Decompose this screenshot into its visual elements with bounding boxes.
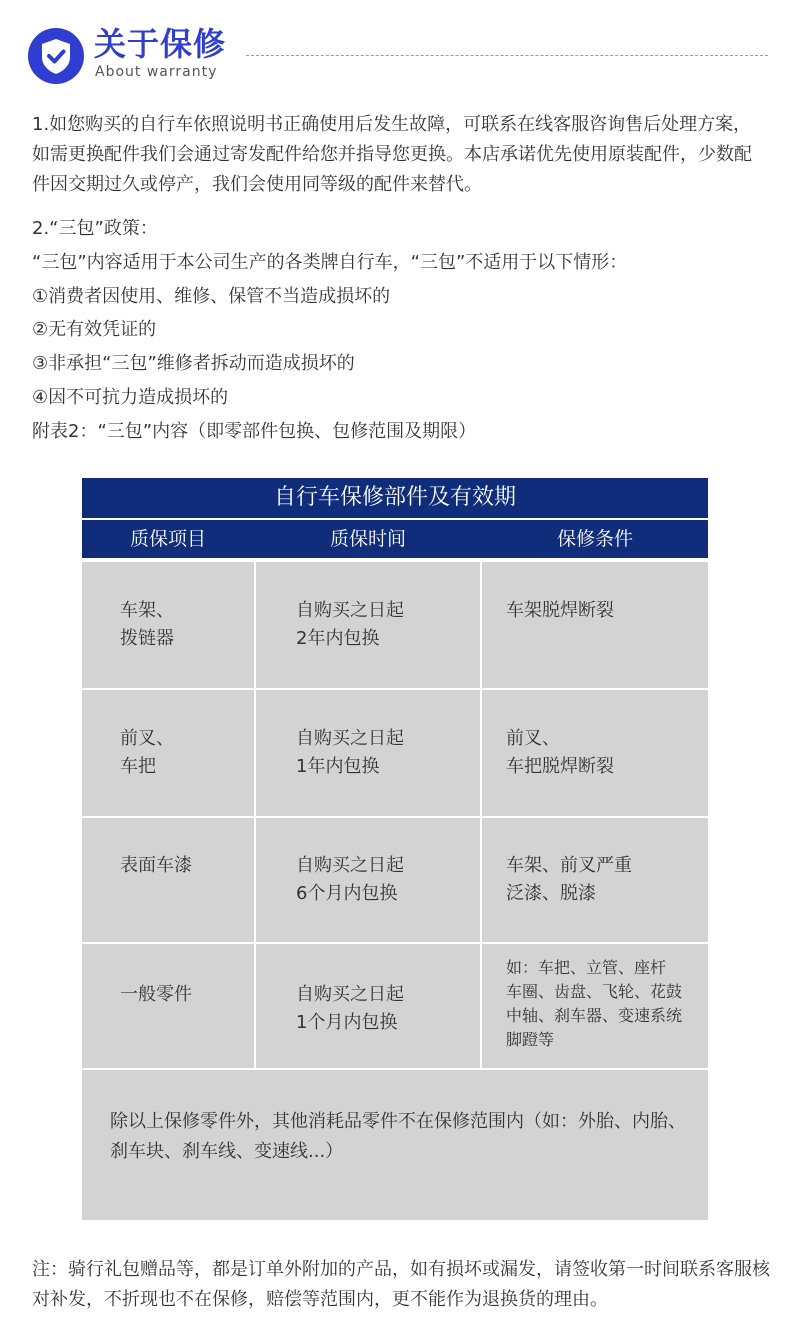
table-cell-item bbox=[82, 690, 254, 816]
cell-line: 如：车把、立管、座杆 bbox=[506, 958, 667, 977]
column-header-item: 质保项目 bbox=[129, 528, 206, 550]
exclusion-item: ②无有效凭证的 bbox=[32, 319, 157, 341]
table-title: 自行车保修部件及有效期 bbox=[82, 478, 708, 518]
cell-line: 车把 bbox=[120, 756, 156, 777]
cell-line: 自购买之日起 bbox=[296, 728, 404, 749]
cell-line: 自购买之日起 bbox=[296, 855, 404, 876]
table-cell-period bbox=[256, 818, 480, 942]
table-cell-condition bbox=[482, 690, 708, 816]
table-cell-item bbox=[82, 944, 254, 1068]
cell-line: 自购买之日起 bbox=[296, 984, 404, 1005]
policy-heading: 2.“三包”政策： bbox=[32, 218, 158, 239]
cell-line: 表面车漆 bbox=[120, 855, 192, 876]
exclusion-item: ①消费者因使用、维修、保管不当造成损坏的 bbox=[32, 285, 391, 307]
cell-line: 自购买之日起 bbox=[296, 600, 404, 621]
table-footer-text: 除以上保修零件外，其他消耗品零件不在保修范围内（如：外胎、内胎、刹车块、刹车线、变速线...） bbox=[110, 1111, 686, 1162]
cell-line: 6个月内包换 bbox=[296, 883, 398, 904]
cell-line: 脚蹬等 bbox=[506, 1030, 555, 1049]
cell-line: 车架、前叉严重 bbox=[506, 855, 632, 876]
cell-line: 2年内包换 bbox=[296, 628, 380, 649]
exclusion-item: ③非承担“三包”维修者拆动而造成损坏的 bbox=[32, 353, 355, 375]
cell-line: 拨链器 bbox=[120, 628, 174, 649]
cell-line: 1年内包换 bbox=[296, 756, 380, 777]
table-cell-condition bbox=[482, 562, 708, 688]
table-header-row bbox=[82, 520, 708, 558]
cell-line: 车架、 bbox=[120, 600, 174, 621]
table-footer bbox=[82, 1070, 708, 1220]
page-title: 关于保修 bbox=[94, 25, 227, 63]
shield-check-icon bbox=[28, 28, 84, 84]
warranty-table bbox=[82, 478, 708, 1220]
table-cell-condition bbox=[482, 818, 708, 942]
table-cell-period bbox=[256, 690, 480, 816]
bottom-note: 注：骑行礼包赠品等，都是订单外附加的产品，如有损坏或漏发，请签收第一时间联系客服核对补发，不折现也不在保修，赔偿等范围内，更不能作为退换货的理由。 bbox=[32, 1259, 770, 1310]
column-header-condition: 保修条件 bbox=[556, 528, 633, 550]
cell-line: 泛漆、脱漆 bbox=[506, 883, 596, 904]
table-cell-period bbox=[256, 562, 480, 688]
table-cell-condition bbox=[482, 944, 708, 1068]
table-cell-item bbox=[82, 562, 254, 688]
page-subtitle: About warranty bbox=[95, 64, 218, 80]
table-reference: 附表2：“三包”内容（即零部件包换、包修范围及期限） bbox=[32, 420, 477, 442]
intro-paragraph: 1.如您购买的自行车依照说明书正确使用后发生故障，可联系在线客服咨询售后处理方案，如需更换配件我们会通过寄发配件给您并指导您更换。本店承诺优先使用原装配件，少数配件因交期过久或停产，我们会使用同等级的配件来替代。 bbox=[32, 114, 752, 195]
policy-scope: “三包”内容适用于本公司生产的各类牌自行车，“三包”不适用于以下情形： bbox=[32, 251, 628, 273]
exclusion-item: ④因不可抗力造成损坏的 bbox=[32, 386, 229, 408]
page-header bbox=[28, 22, 768, 86]
cell-line: 车架脱焊断裂 bbox=[506, 600, 614, 621]
cell-line: 车圈、齿盘、飞轮、花鼓 bbox=[506, 982, 683, 1001]
policy-section bbox=[32, 212, 772, 449]
column-header-period: 质保时间 bbox=[329, 528, 406, 550]
title-divider bbox=[246, 55, 768, 56]
table-cell-item bbox=[82, 818, 254, 942]
cell-line: 车把脱焊断裂 bbox=[506, 756, 614, 777]
table-cell-period bbox=[256, 944, 480, 1068]
cell-line: 一般零件 bbox=[120, 984, 192, 1005]
cell-line: 1个月内包换 bbox=[296, 1012, 398, 1033]
cell-line: 中轴、刹车器、变速系统 bbox=[506, 1006, 683, 1025]
cell-line: 前叉、 bbox=[120, 728, 174, 749]
cell-line: 前叉、 bbox=[506, 728, 560, 749]
